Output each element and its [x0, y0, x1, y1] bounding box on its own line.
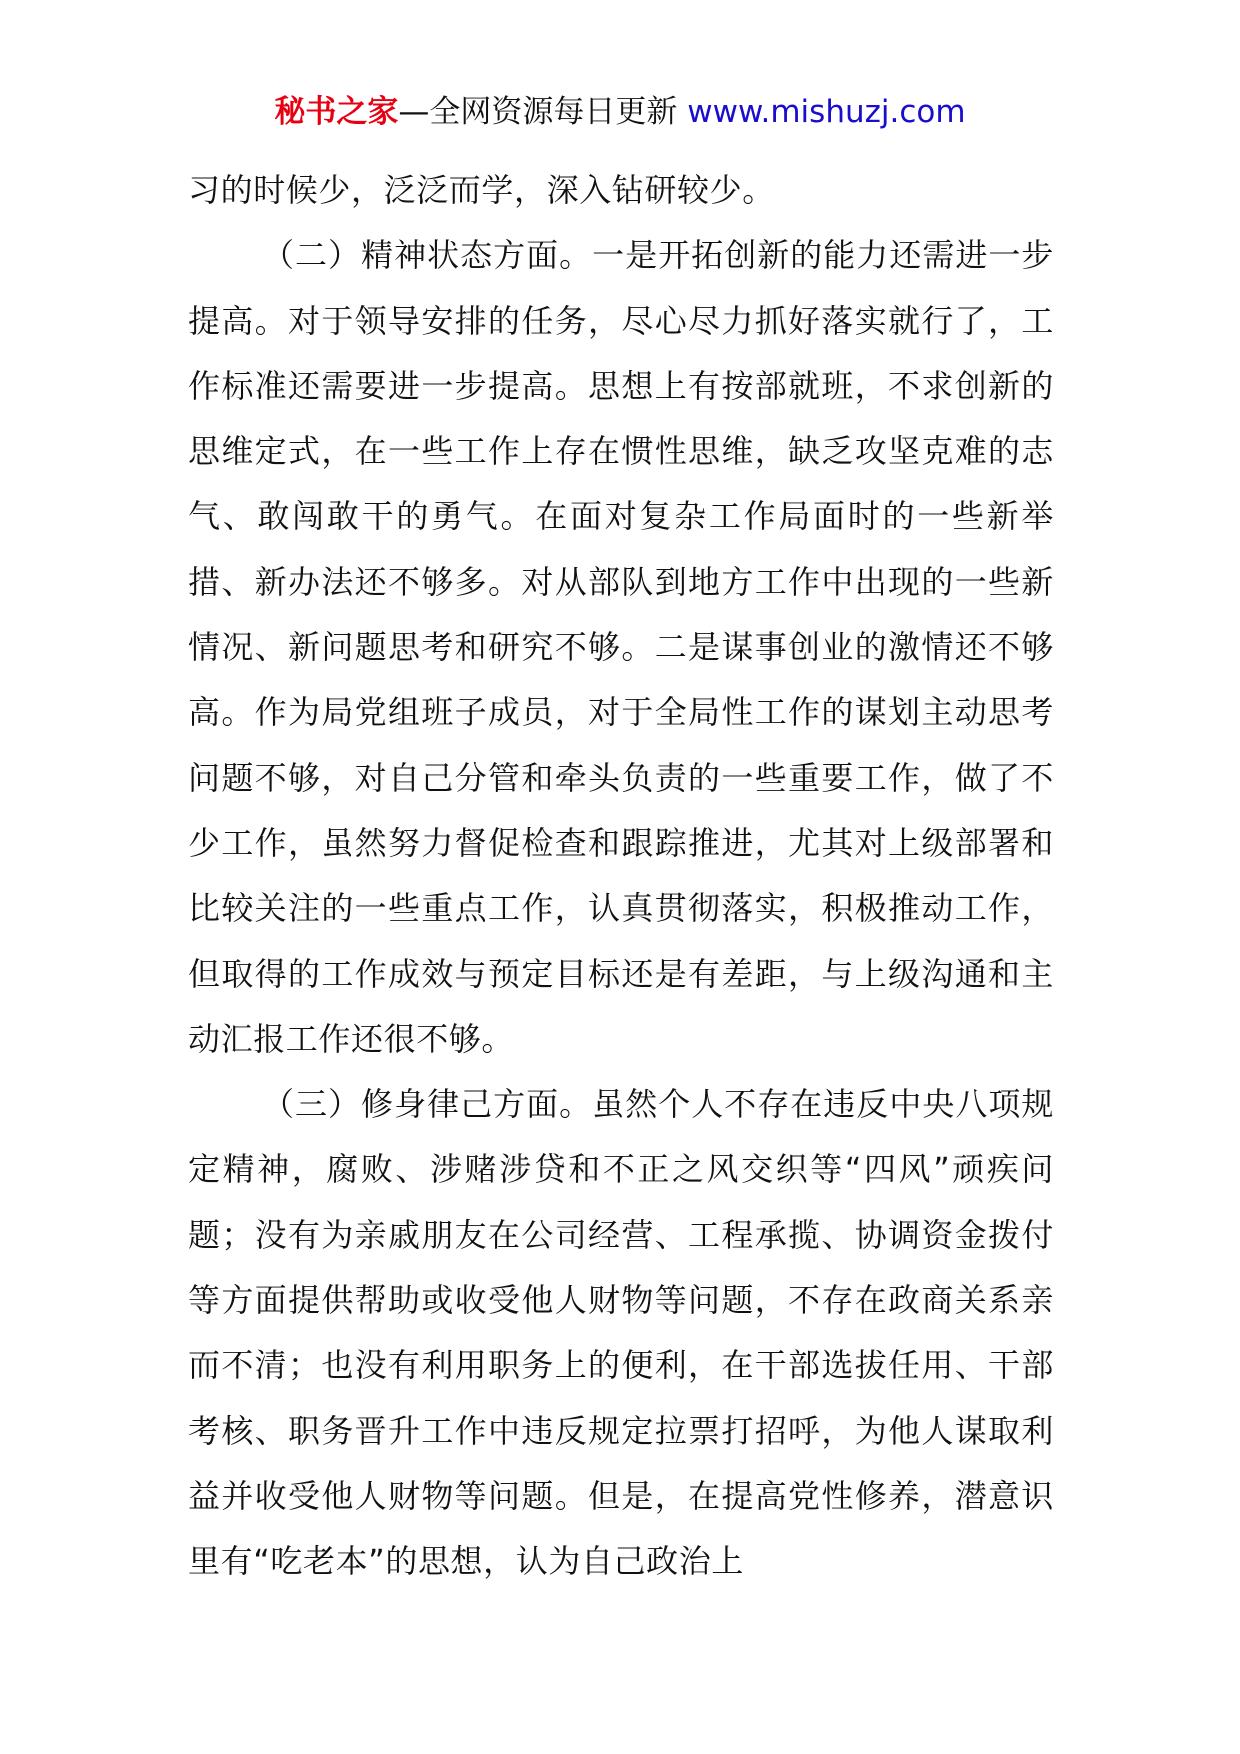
site-url-link[interactable]: www.mishuzj.com: [687, 94, 966, 130]
site-header: [0, 92, 1240, 132]
paragraph-self-discipline: （三）修身律己方面。虽然个人不存在违反中央八项规定精神，腐败、涉赌涉贷和不正之风交织等“四风”顽疾问题；没有为亲戚朋友在公司经营、工程承揽、协调资金拨付等方面提供帮助或收受他人财物等问题，不存在政商关系亲而不清；也没有利用职务上的便利，在干部选拔任用、干部考核、职务晋升工作中违反规定拉票打招呼，为他人谋取利益并收受他人财物等问题。但是，在提高党性修养，潜意识里有“吃老本”的思想，认为自己政治上: [188, 1085, 1054, 1581]
brand-name: 秘书之家: [274, 94, 399, 130]
paragraph-continuation: 习的时候少，泛泛而学，深入钻研较少。: [188, 171, 775, 209]
paragraph-spirit-state: （二）精神状态方面。一是开拓创新的能力还需进一步提高。对于领导安排的任务，尽心尽力抓好落实就行了，工作标准还需要进一步提高。思想上有按部就班，不求创新的思维定式，在一些工作上存在惯性思维，缺乏攻坚克难的志气、敢闯敢干的勇气。在面对复杂工作局面时的一些新举措、新办法还不够多。对从部队到地方工作中出现的一些新情况、新问题思考和研究不够。二是谋事创业的激情还不够高。作为局党组班子成员，对于全局性工作的谋划主动思考问题不够，对自己分管和牵头负责的一些重要工作，做了不少工作，虽然努力督促检查和跟踪推进，尤其对上级部署和比较关注的一些重点工作，认真贯彻落实，积极推动工作，但取得的工作成效与预定目标还是有差距，与上级沟通和主动汇报工作还很不够。: [188, 236, 1054, 1058]
header-slogan: —全网资源每日更新: [398, 94, 678, 130]
document-body: [188, 158, 1054, 1595]
